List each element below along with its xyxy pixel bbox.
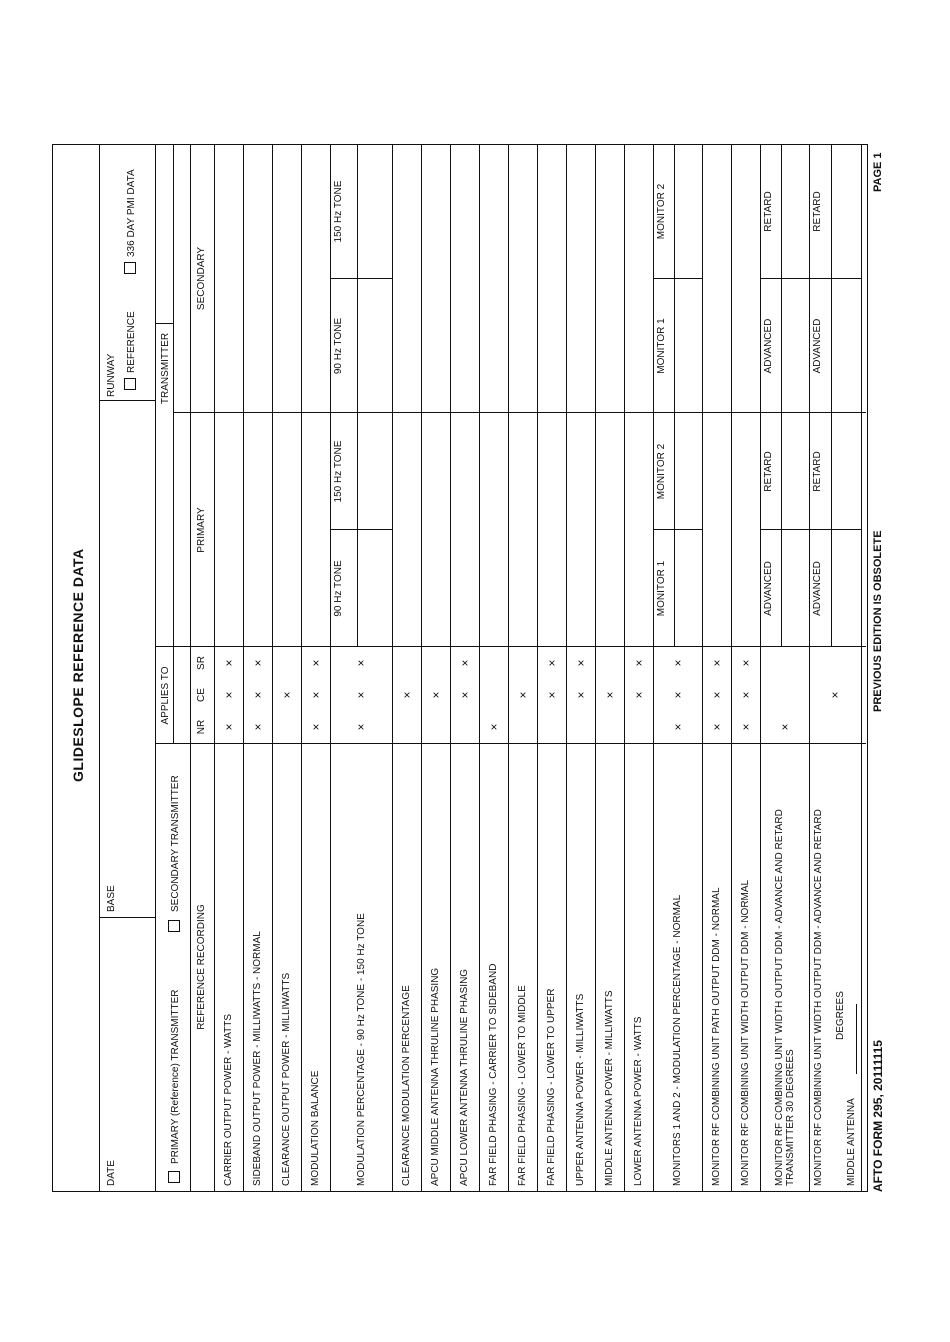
- row-label: MONITOR RF COMBINING UNIT WIDTH OUTPUT DDM - NORMAL: [740, 879, 751, 1186]
- ce-check-mark: ×: [602, 691, 617, 699]
- sr-check-mark: ×: [544, 659, 559, 667]
- ce-check-mark: ×: [354, 691, 368, 699]
- secondary-transmitter-label: SECONDARY TRANSMITTER: [170, 775, 181, 912]
- sr-header: SR: [196, 656, 207, 670]
- ce-check-mark: ×: [428, 691, 443, 699]
- secondary-transmitter-checkbox[interactable]: [168, 920, 180, 932]
- ce-check-mark: ×: [573, 691, 588, 699]
- ce-check-mark: ×: [709, 691, 724, 699]
- page-number: PAGE 1: [872, 152, 884, 192]
- row-label: MIDDLE ANTENNA POWER - MILLIWATTS: [604, 990, 615, 1186]
- ce-check-mark: ×: [544, 691, 559, 699]
- form-title: GLIDESLOPE REFERENCE DATA: [70, 548, 86, 782]
- ce-check-mark: ×: [308, 691, 323, 699]
- sub-label-secondary-b: RETARD: [812, 191, 823, 232]
- nr-check-mark: ×: [486, 723, 501, 731]
- row-label: CLEARANCE MODULATION PERCENTAGE: [401, 985, 412, 1186]
- sr-check-mark: ×: [709, 659, 724, 667]
- row-label-line2: MIDDLE ANTENNA: [846, 1098, 857, 1186]
- primary-transmitter-checkbox[interactable]: [168, 1171, 180, 1183]
- secondary-header: SECONDARY: [196, 246, 207, 311]
- sub-label-primary-a: ADVANCED: [812, 561, 823, 616]
- row-label: CLEARANCE OUTPUT POWER - MILLIWATTS: [281, 972, 292, 1186]
- sr-check-mark: ×: [738, 659, 753, 667]
- sr-check-mark: ×: [670, 659, 685, 667]
- ce-check-mark: ×: [399, 691, 414, 699]
- row-label: APCU MIDDLE ANTENNA THRULINE PHASING: [430, 967, 441, 1186]
- sub-label-secondary-a: ADVANCED: [812, 318, 823, 374]
- nr-check-mark: ×: [221, 723, 236, 731]
- row-label: LOWER ANTENNA POWER - WATTS: [633, 1016, 644, 1186]
- sub-label-secondary-b: 150 Hz TONE: [333, 180, 344, 243]
- ce-check-mark: ×: [670, 691, 685, 699]
- row-label: MODULATION PERCENTAGE - 90 Hz TONE - 150 Hz TONE: [355, 913, 367, 1186]
- ce-check-mark: ×: [457, 691, 472, 699]
- row-label: FAR FIELD PHASING - LOWER TO MIDDLE: [517, 985, 528, 1186]
- edition-note: PREVIOUS EDITION IS OBSOLETE: [872, 530, 884, 712]
- nr-check-mark: ×: [670, 723, 685, 731]
- reference-checkbox[interactable]: [124, 378, 136, 390]
- ce-header: CE: [196, 688, 207, 702]
- nr-check-mark: ×: [709, 723, 724, 731]
- sub-label-secondary-b: RETARD: [763, 191, 774, 232]
- sr-check-mark: ×: [308, 659, 323, 667]
- row-label: MODULATION BALANCE: [310, 1070, 321, 1186]
- ce-check-mark: ×: [828, 691, 842, 699]
- sub-label-primary-b: MONITOR 2: [656, 443, 667, 500]
- nr-check-mark: ×: [250, 723, 265, 731]
- row-label-degrees: DEGREES: [835, 991, 846, 1040]
- ce-check-mark: ×: [221, 691, 236, 699]
- row-label: CARRIER OUTPUT POWER - WATTS: [223, 1013, 234, 1186]
- pmi-checkbox[interactable]: [124, 262, 136, 274]
- transmitter-header: TRANSMITTER: [160, 332, 171, 405]
- sub-label-secondary-b: MONITOR 2: [656, 183, 667, 240]
- sub-label-primary-a: MONITOR 1: [656, 560, 667, 617]
- reference-recording-header: REFERENCE RECORDING: [196, 904, 207, 1030]
- row-label: FAR FIELD PHASING - LOWER TO UPPER: [546, 988, 557, 1186]
- nr-check-mark: ×: [354, 723, 368, 731]
- row-label: SIDEBAND OUTPUT POWER - MILLIWATTS - NORMAL: [252, 931, 263, 1186]
- sr-check-mark: ×: [250, 659, 265, 667]
- nr-header: NR: [196, 719, 207, 735]
- sr-check-mark: ×: [354, 659, 368, 667]
- base-label: BASE: [106, 885, 117, 912]
- sub-label-primary-b: 150 Hz TONE: [333, 440, 344, 503]
- row-label: APCU LOWER ANTENNA THRULINE PHASING: [459, 968, 470, 1186]
- row-label: MONITOR RF COMBINING UNIT WIDTH OUTPUT DDM - ADVANCE AND RETARD TRANSMITTER 30 DEGREES: [773, 809, 796, 1186]
- sr-check-mark: ×: [221, 659, 236, 667]
- sub-label-secondary-a: MONITOR 1: [656, 318, 667, 374]
- sr-check-mark: ×: [573, 659, 588, 667]
- ce-check-mark: ×: [738, 691, 753, 699]
- ce-check-mark: ×: [515, 691, 530, 699]
- degrees-blank[interactable]: [856, 1004, 857, 1074]
- sr-check-mark: ×: [457, 659, 472, 667]
- nr-check-mark: ×: [308, 723, 323, 731]
- sub-label-primary-a: ADVANCED: [763, 561, 774, 616]
- primary-transmitter-label: PRIMARY (Reference) TRANSMITTER: [170, 989, 181, 1164]
- nr-check-mark: ×: [777, 723, 792, 731]
- ce-check-mark: ×: [250, 691, 265, 699]
- sub-label-primary-a: 90 Hz TONE: [333, 560, 344, 617]
- row-label: UPPER ANTENNA POWER - MILLIWATTS: [575, 993, 586, 1186]
- nr-check-mark: ×: [738, 723, 753, 731]
- ce-check-mark: ×: [631, 691, 646, 699]
- row-label: MONITOR RF COMBINING UNIT WIDTH OUTPUT DDM - ADVANCE AND RETARD: [813, 809, 824, 1186]
- sub-label-primary-b: RETARD: [812, 451, 823, 492]
- pmi-label: 336 DAY PMI DATA: [126, 169, 137, 257]
- sub-label-primary-b: RETARD: [763, 451, 774, 492]
- sub-label-secondary-a: 90 Hz TONE: [333, 317, 344, 375]
- row-label: MONITORS 1 AND 2 - MODULATION PERCENTAGE - NORMAL: [672, 894, 683, 1186]
- sr-check-mark: ×: [631, 659, 646, 667]
- reference-label: REFERENCE: [126, 311, 137, 373]
- form-number: AFTO FORM 295, 20111115: [871, 1040, 885, 1192]
- applies-to-header: APPLIES TO: [160, 666, 171, 725]
- row-label: FAR FIELD PHASING - CARRIER TO SIDEBAND: [488, 963, 499, 1186]
- date-label: DATE: [106, 1160, 117, 1186]
- primary-header: PRIMARY: [196, 507, 207, 553]
- row-label: MONITOR RF COMBINING UNIT PATH OUTPUT DDM - NORMAL: [711, 887, 722, 1186]
- ce-check-mark: ×: [279, 691, 294, 699]
- sub-label-secondary-a: ADVANCED: [763, 318, 774, 374]
- runway-label: RUNWAY: [106, 353, 117, 397]
